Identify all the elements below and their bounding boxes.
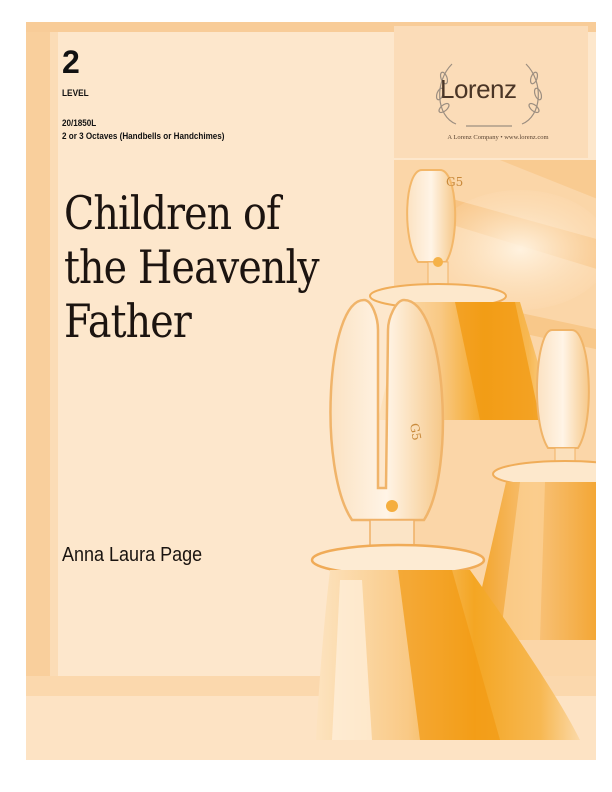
title-line-1: Children of: [64, 186, 280, 240]
voicing-text: 2 or 3 Octaves (Handbells or Handchimes): [62, 131, 225, 141]
title-line-2: the Heavenly: [64, 240, 319, 294]
page-margin-bottom: [0, 760, 612, 792]
level-number: 2: [62, 44, 79, 80]
bell-label-g5-front: G5: [407, 422, 424, 442]
publisher-logo: Lorenz: [440, 74, 517, 104]
publisher-tagline: A Lorenz Company • www.lorenz.com: [447, 134, 549, 141]
page-margin-top: [0, 0, 612, 22]
composer-name: Anna Laura Page: [62, 544, 203, 566]
bell-label-g5-back: G5: [446, 175, 464, 189]
page-margin-left: [0, 0, 26, 792]
page-title: [64, 186, 424, 348]
page-margin-right: [596, 0, 612, 792]
level-label: LEVEL: [62, 88, 89, 98]
title-line-3: Father: [64, 294, 191, 348]
catalog-number: 20/1850L: [62, 118, 97, 128]
